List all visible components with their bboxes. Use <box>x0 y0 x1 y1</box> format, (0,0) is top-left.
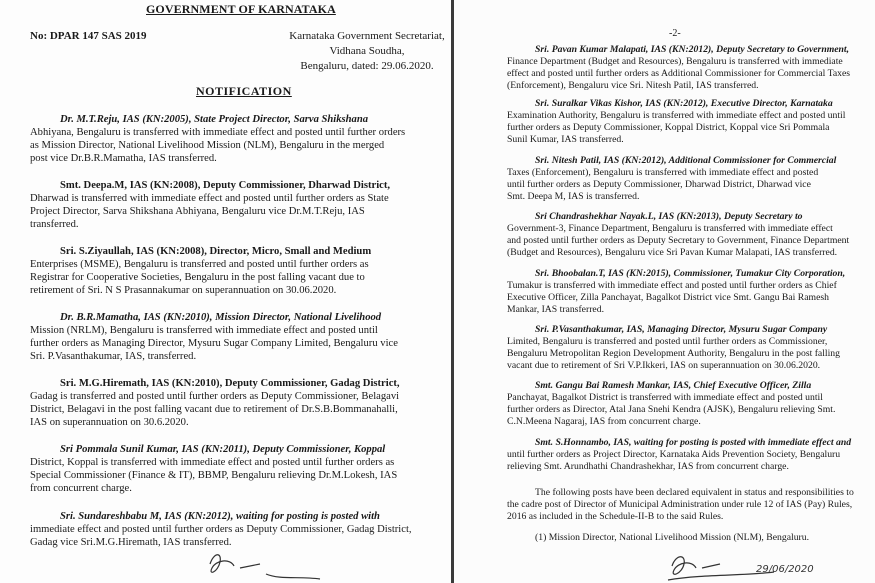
address-line: Karnataka Government Secretariat, <box>289 30 445 42</box>
paragraph-line: post vice Dr.B.R.Mamatha, IAS transferred. <box>30 153 217 164</box>
government-header: GOVERNMENT OF KARNATAKA <box>146 2 336 16</box>
paragraph-line: Sri Chandrashekhar Nayak.L, IAS (KN:2013), Deputy Secretary to <box>535 211 803 222</box>
paragraph-line: Mankar, IAS transferred. <box>507 304 604 315</box>
transfer-paragraph-bhoobalan <box>507 268 862 316</box>
paragraph-line: until further orders as Project Director, Karnataka Aids Prevention Society, Bengaluru <box>507 449 841 460</box>
paragraph-line: Finance Department (Budget and Resources), Bengaluru is transferred with immediate <box>507 56 843 67</box>
paragraph-line: Abhiyana, Bengaluru is transferred with immediate effect and posted until further orders <box>30 127 406 138</box>
paragraph-line: Sri. Bhoobalan.T, IAS (KN:2015), Commissioner, Tumakur City Corporation, <box>535 268 846 279</box>
transfer-paragraph-suralkar <box>507 98 862 146</box>
paragraph-line: District, Belagavi in the post falling vacant due to retirement of Dr.S.B.Bommanahalli, <box>30 404 398 415</box>
paragraph-line: Mission (NRLM), Bengaluru is transferred with immediate effect and posted until <box>30 325 378 336</box>
paragraph-line: the cadre post of Director of Municipal Administration under rule 12 of IAS (Pay) Rules, <box>507 499 853 510</box>
paragraph-line: from concurrent charge. <box>30 483 132 494</box>
address-line: Vidhana Soudha, <box>329 45 405 57</box>
transfer-paragraph-nitesh-patil <box>507 155 862 203</box>
paragraph-line: Dr. B.R.Mamatha, IAS (KN:2010), Mission Director, National Livelihood <box>60 312 382 323</box>
page-two <box>454 0 875 583</box>
transfer-paragraph-honnambo <box>507 437 862 473</box>
signature-with-date <box>664 550 844 583</box>
paragraph-line: as Mission Director, National Livelihood Mission (NLM), Bengaluru in the merged <box>30 140 385 151</box>
paragraph-line: relieving Smt. Arundhathi Chandrashekhar, IAS from concurrent charge. <box>507 461 789 472</box>
paragraph-line: 2016 as included in the Schedule-II-B to the said Rules. <box>507 511 724 522</box>
equivalent-post-item <box>507 532 862 544</box>
paragraph-line: Sri. P.Vasanthakumar, IAS, Managing Director, Mysuru Sugar Company <box>535 324 828 335</box>
paragraph-line: Smt. Deepa.M, IAS (KN:2008), Deputy Commissioner, Dharwad District, <box>60 180 391 191</box>
transfer-paragraph-nayak <box>507 211 862 259</box>
paragraph-line: Sunil Kumar, IAS transferred. <box>507 134 624 145</box>
paragraph-line: Gadag is transferred and posted until further orders as Deputy Commissioner, Belagavi <box>30 391 400 402</box>
paragraph-line: immediate effect and posted until further orders as Deputy Commissioner, Gadag District, <box>30 524 412 535</box>
transfer-paragraph-sunil-kumar <box>30 443 448 495</box>
paragraph-line: further orders as Deputy Commissioner, Koppal District, Koppal vice Sri Pommala <box>507 122 830 133</box>
transfer-paragraph-mankar <box>507 380 862 428</box>
paragraph-line: IAS on superannuation on 30.6.2020. <box>30 417 189 428</box>
paragraph-line: Sri. S.Ziyaullah, IAS (KN:2008), Director, Micro, Small and Medium <box>60 246 372 257</box>
order-number: No: DPAR 147 SAS 2019 <box>30 30 147 42</box>
paragraph-line: Sri. Nitesh Patil, IAS (KN:2012), Additional Commissioner for Commercial <box>535 155 837 166</box>
issuing-address <box>282 29 452 74</box>
paragraph-line: Dr. M.T.Reju, IAS (KN:2005), State Project Director, Sarva Shikshana <box>60 114 369 125</box>
paragraph-line: Special Commissioner (Finance & IT), BBMP, Bengaluru relieving Dr.M.Lokesh, IAS <box>30 470 398 481</box>
paragraph-line: Executive Officer, Zilla Panchayat, Bagalkot District vice Smt. Gangu Bai Ramesh <box>507 292 829 303</box>
paragraph-line: Sri. M.G.Hiremath, IAS (KN:2010), Deputy Commissioner, Gadag District, <box>60 378 400 389</box>
transfer-paragraph-sundareshbabu <box>30 510 448 549</box>
paragraph-line: (Budget and Resources), Bengaluru vice Sri Pavan Kumar Malapati, IAS transferred. <box>507 247 838 258</box>
paragraph-line: and posted until further orders as Deputy Secretary to Government, Finance Department <box>507 235 850 246</box>
paragraph-line: (Enforcement), Bengaluru vice Sri. Nitesh Patil, IAS transferred. <box>507 80 759 91</box>
paragraph-line: retirement of Sri. N S Prasannakumar on superannuation on 30.06.2020. <box>30 285 337 296</box>
transfer-paragraph-deepa <box>30 179 448 231</box>
page-number: -2- <box>669 28 681 39</box>
paragraph-line: Bengaluru Metropolitan Region Development Authority, Bengaluru in the post falling <box>507 348 840 359</box>
paragraph-line: Sri. Suralkar Vikas Kishor, IAS (KN:2012), Executive Director, Karnataka <box>535 98 833 109</box>
transfer-paragraph-vasanthakumar <box>507 324 862 372</box>
paragraph-line: (1) Mission Director, National Livelihood Mission (NLM), Bengaluru. <box>535 532 810 543</box>
paragraph-line: vacant due to retirement of Sri V.P.Ikkeri, IAS on superannuation on 30.06.2020. <box>507 360 821 371</box>
paragraph-line: Smt. Gangu Bai Ramesh Mankar, IAS, Chief Executive Officer, Zilla <box>535 380 812 391</box>
paragraph-line: C.N.Meena Nagaraj, IAS from concurrent charge. <box>507 416 701 427</box>
transfer-paragraph-ziyaullah <box>30 245 448 297</box>
signature-date: 29/06/2020 <box>756 564 814 575</box>
paragraph-line: Project Director, Sarva Shikshana Abhiyana, Bengaluru vice Dr.M.T.Reju, IAS <box>30 206 365 217</box>
transfer-paragraph-hiremath <box>30 377 448 429</box>
transfer-paragraph-mamatha <box>30 311 448 363</box>
paragraph-line: Smt. Deepa M, IAS is transferred. <box>507 191 640 202</box>
paragraph-line: Sri Pommala Sunil Kumar, IAS (KN:2011), Deputy Commissioner, Koppal <box>60 444 386 455</box>
paragraph-line: Limited, Bengaluru is transferred and posted until further orders as Commissioner, <box>507 336 828 347</box>
paragraph-line: District, Koppal is transferred with immediate effect and posted until further orders as <box>30 457 395 468</box>
paragraph-line: Dharwad is transferred with immediate effect and posted until further orders as State <box>30 193 389 204</box>
paragraph-line: further orders as Director, Atal Jana Snehi Kendra (AJSK), Bengaluru relieving Smt. <box>507 404 836 415</box>
paragraph-line: The following posts have been declared equivalent in status and responsibilities to <box>535 487 854 498</box>
address-line: Bengaluru, dated: 29.06.2020. <box>300 60 434 72</box>
paragraph-line: Smt. S.Honnambo, IAS, waiting for posting is posted with immediate effect and <box>535 437 852 448</box>
paragraph-line: until further orders as Deputy Commissioner, Dharwad District, Dharwad vice <box>507 179 811 190</box>
transfer-paragraph-malapati <box>507 44 862 92</box>
paragraph-line: Panchayat, Bagalkot District is transferred with immediate effect and posted until <box>507 392 823 403</box>
paragraph-line: Enterprises (MSME), Bengaluru is transferred and posted until further orders as <box>30 259 369 270</box>
signature-mark <box>200 546 340 583</box>
paragraph-line: effect and posted until further orders as Additional Commissioner for Commercial Taxes <box>507 68 851 79</box>
paragraph-line: Sri. Pavan Kumar Malapati, IAS (KN:2012), Deputy Secretary to Government, <box>535 44 850 55</box>
transfer-paragraph-reju <box>30 113 448 165</box>
paragraph-line: Taxes (Enforcement), Bengaluru is transferred with immediate effect and posted <box>507 167 819 178</box>
paragraph-line: Gadag vice Sri.M.G.Hiremath, IAS transferred. <box>30 537 232 548</box>
paragraph-line: Sri. Sundareshbabu M, IAS (KN:2012), waiting for posting is posted with <box>60 511 380 522</box>
paragraph-line: Examination Authority, Bengaluru is transferred with immediate effect and posted until <box>507 110 846 121</box>
paragraph-line: Registrar for Cooperative Societies, Bengaluru in the post falling vacant due to <box>30 272 365 283</box>
paragraph-line: further orders as Managing Director, Mysuru Sugar Company Limited, Bengaluru vice <box>30 338 398 349</box>
equivalence-paragraph <box>507 487 862 523</box>
paragraph-line: Tumakur is transferred with immediate effect and posted until further orders as Chief <box>507 280 837 291</box>
paragraph-line: Sri. P.Vasanthakumar, IAS, transferred. <box>30 351 197 362</box>
notification-title: NOTIFICATION <box>196 84 292 98</box>
paragraph-line: Government-3, Finance Department, Bengaluru is transferred with immediate effect <box>507 223 833 234</box>
paragraph-line: transferred. <box>30 219 79 230</box>
